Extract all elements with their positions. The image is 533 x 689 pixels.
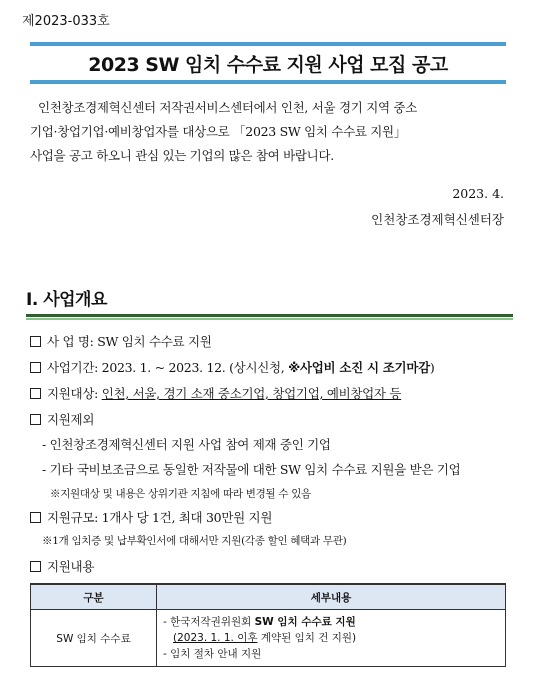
exclusion-note: ※지원대상 및 내용은 상위기관 지침에 따라 변경될 수 있음 [50,488,311,500]
checkbox-icon [30,414,41,425]
checkbox-icon [30,336,41,347]
checkbox-icon [30,512,41,523]
scale-text: 지원규모: 1개사 당 1건, 최대 30만원 지원 [47,510,273,525]
exclusion-item-2: - 기타 국비보조금으로 동일한 저작물에 대한 SW 임치 수수료 지원을 받은 기업 [42,462,461,477]
table-header-row [31,584,506,610]
target-item [30,384,401,402]
checkbox-icon [30,362,41,373]
checkbox-icon [30,561,41,572]
support-table [30,583,506,667]
table-row [31,610,506,667]
issuing-organization: 인천창조경제혁신센터장 [371,212,504,227]
target-value: 인천, 서울, 경기 소재 중소기업, 창업기업, 예비창업자 등 [101,386,402,401]
table-cell-category: SW 임치 수수료 [31,610,157,667]
scale-item [30,508,272,526]
table-cell-detail [157,610,506,667]
detail-1-prefix: - 한국저작권위원회 [163,616,255,628]
title-top-rule [30,42,506,46]
title-bottom-rule [30,80,506,84]
period-suffix: ) [429,360,435,375]
period-text: 사업기간: 2023. 1. ~ 2023. 12. (상시신청, [47,360,289,375]
intro-line-2: 기업·창업기업·예비창업자를 대상으로 「2023 SW 임치 수수료 지원」 [30,124,407,139]
period-early-close: ※사업비 소진 시 조기마감 [288,360,430,375]
target-label: 지원대상: [47,386,102,401]
exclusion-label: 지원제외 [47,412,95,427]
content-label: 지원내용 [47,559,95,574]
business-name-text: 사 업 명: SW 임치 수수료 지원 [47,334,212,349]
detail-line-1 [163,614,499,630]
intro-line-3: 사업을 공고 하오니 관심 있는 기업의 많은 참여 바랍니다. [30,148,334,163]
detail-1-bold: SW 임치 수수료 지원 [254,616,356,628]
document-number: 제2023-033호 [22,14,110,29]
detail-2-underlined: (2023. 1. 1. 이후 [173,632,258,644]
scale-note: ※1개 임치증 및 납부확인서에 대해서만 지원(각종 할인 혜택과 무관) [42,535,347,547]
exclusion-item [30,410,94,428]
section-title: I. 사업개요 [26,290,107,310]
detail-line-3: - 임치 절차 안내 지원 [163,648,262,660]
table-header-detail: 세부내용 [157,584,506,610]
table-header-category: 구분 [31,584,157,610]
intro-paragraph [30,96,506,168]
page-title: 2023 SW 임치 수수료 지원 사업 모집 공고 [88,54,448,76]
detail-line-2 [163,630,499,646]
checkbox-icon [30,388,41,399]
content-item [30,557,94,575]
period-item [30,358,434,376]
exclusion-item-1: - 인천창조경제혁신센터 지원 사업 참여 제재 중인 기업 [42,437,331,452]
section-rule-dark [26,314,513,317]
detail-2-rest: 계약된 임치 건 지원) [257,632,357,644]
intro-line-1: 인천창조경제혁신센터 저작권서비스센터에서 인천, 서울 경기 지역 중소 [38,100,417,115]
announcement-date: 2023. 4. [452,186,504,201]
section-rule-light [26,318,513,320]
business-name-item [30,332,212,350]
